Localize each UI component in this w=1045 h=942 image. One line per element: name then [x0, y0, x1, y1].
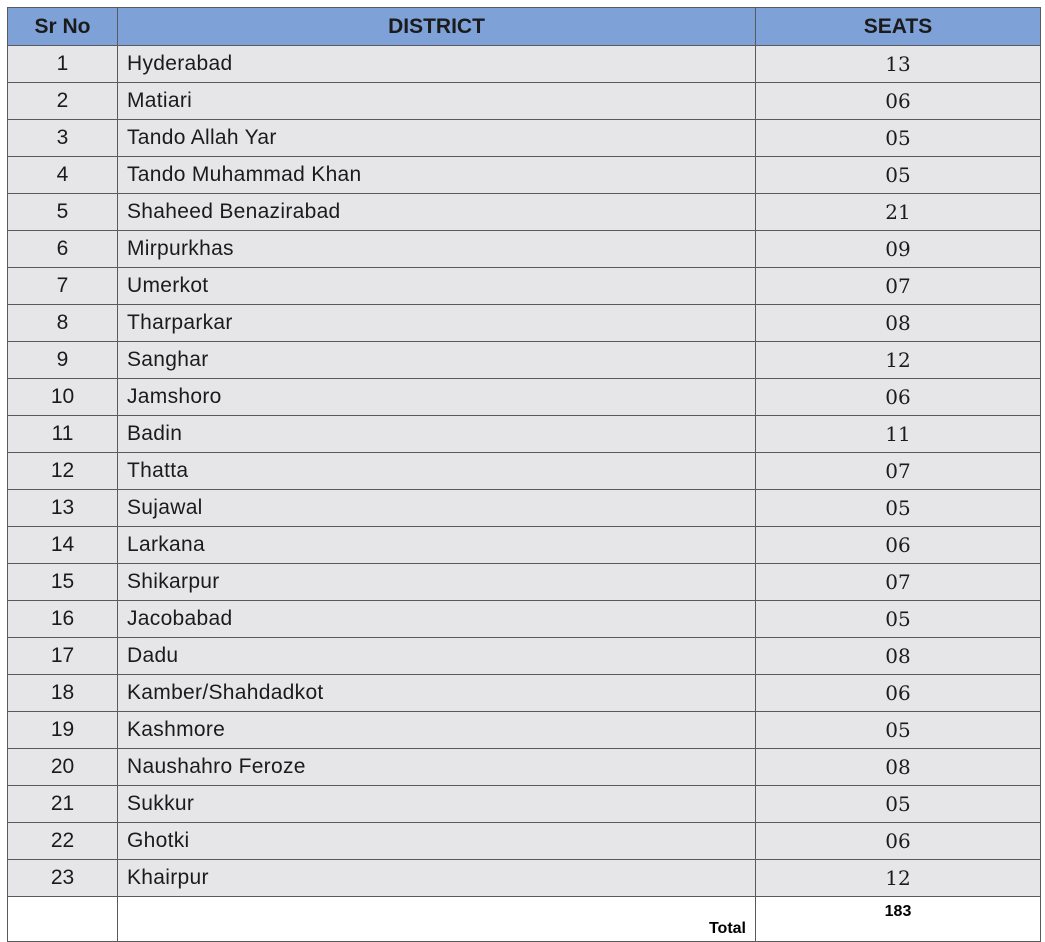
seats-cell: 08	[756, 638, 1041, 675]
table-row	[8, 342, 1041, 379]
district-cell: Sujawal	[118, 490, 756, 527]
table-row	[8, 453, 1041, 490]
sr-cell: 13	[8, 490, 118, 527]
district-cell: Hyderabad	[118, 46, 756, 83]
table-row	[8, 305, 1041, 342]
header-row	[8, 8, 1041, 46]
seats-cell: 06	[756, 675, 1041, 712]
district-cell: Kashmore	[118, 712, 756, 749]
sr-cell: 23	[8, 860, 118, 897]
sr-cell: 5	[8, 194, 118, 231]
sr-cell: 12	[8, 453, 118, 490]
sr-cell: 20	[8, 749, 118, 786]
table-row	[8, 120, 1041, 157]
district-cell: Shikarpur	[118, 564, 756, 601]
seats-cell: 12	[756, 860, 1041, 897]
seats-cell: 05	[756, 490, 1041, 527]
seats-cell: 07	[756, 564, 1041, 601]
sr-cell: 4	[8, 157, 118, 194]
sr-cell: 7	[8, 268, 118, 305]
seats-cell: 05	[756, 157, 1041, 194]
total-value: 183	[756, 897, 1041, 942]
seats-cell: 06	[756, 823, 1041, 860]
table-row	[8, 712, 1041, 749]
seats-cell: 07	[756, 453, 1041, 490]
table-row	[8, 860, 1041, 897]
district-cell: Matiari	[118, 83, 756, 120]
seats-cell: 06	[756, 83, 1041, 120]
district-seats-table	[7, 7, 1041, 942]
seats-cell: 13	[756, 46, 1041, 83]
district-cell: Tando Muhammad Khan	[118, 157, 756, 194]
sr-cell: 11	[8, 416, 118, 453]
sr-cell: 22	[8, 823, 118, 860]
district-cell: Umerkot	[118, 268, 756, 305]
seats-cell: 11	[756, 416, 1041, 453]
seats-cell: 06	[756, 527, 1041, 564]
district-cell: Ghotki	[118, 823, 756, 860]
seats-cell: 12	[756, 342, 1041, 379]
table-row	[8, 601, 1041, 638]
seats-cell: 05	[756, 712, 1041, 749]
table-row	[8, 490, 1041, 527]
district-cell: Thatta	[118, 453, 756, 490]
table-row	[8, 786, 1041, 823]
table-row	[8, 83, 1041, 120]
seats-cell: 08	[756, 305, 1041, 342]
sr-cell: 17	[8, 638, 118, 675]
table-row	[8, 527, 1041, 564]
district-cell: Khairpur	[118, 860, 756, 897]
total-row	[8, 897, 1041, 942]
sr-cell: 10	[8, 379, 118, 416]
sr-cell: 6	[8, 231, 118, 268]
table-row	[8, 675, 1041, 712]
table-row	[8, 46, 1041, 83]
district-cell: Mirpurkhas	[118, 231, 756, 268]
sr-cell: 19	[8, 712, 118, 749]
district-cell: Sanghar	[118, 342, 756, 379]
seats-cell: 21	[756, 194, 1041, 231]
district-cell: Badin	[118, 416, 756, 453]
table-row	[8, 379, 1041, 416]
sr-cell: 14	[8, 527, 118, 564]
district-cell: Jacobabad	[118, 601, 756, 638]
header-sr-no: Sr No	[8, 8, 118, 46]
table-header	[8, 8, 1041, 46]
seats-cell: 05	[756, 601, 1041, 638]
table-row	[8, 638, 1041, 675]
table-row	[8, 416, 1041, 453]
table-footer	[8, 897, 1041, 942]
table-body	[8, 46, 1041, 897]
table-row	[8, 823, 1041, 860]
sr-cell: 9	[8, 342, 118, 379]
table-row	[8, 157, 1041, 194]
sr-cell: 2	[8, 83, 118, 120]
header-district: DISTRICT	[118, 8, 756, 46]
table-row	[8, 194, 1041, 231]
seats-cell: 08	[756, 749, 1041, 786]
seats-cell: 05	[756, 120, 1041, 157]
seats-cell: 07	[756, 268, 1041, 305]
sr-cell: 16	[8, 601, 118, 638]
total-label: Total	[118, 897, 756, 942]
sr-cell: 3	[8, 120, 118, 157]
district-cell: Dadu	[118, 638, 756, 675]
sr-cell: 21	[8, 786, 118, 823]
sr-cell: 15	[8, 564, 118, 601]
sr-cell: 8	[8, 305, 118, 342]
table-row	[8, 268, 1041, 305]
district-cell: Tando Allah Yar	[118, 120, 756, 157]
district-cell: Tharparkar	[118, 305, 756, 342]
total-empty-cell	[8, 897, 118, 942]
table-row	[8, 231, 1041, 268]
district-cell: Kamber/Shahdadkot	[118, 675, 756, 712]
district-cell: Jamshoro	[118, 379, 756, 416]
seats-cell: 05	[756, 786, 1041, 823]
seats-cell: 06	[756, 379, 1041, 416]
table-row	[8, 749, 1041, 786]
district-cell: Sukkur	[118, 786, 756, 823]
seats-cell: 09	[756, 231, 1041, 268]
district-cell: Larkana	[118, 527, 756, 564]
header-seats: SEATS	[756, 8, 1041, 46]
sr-cell: 1	[8, 46, 118, 83]
district-cell: Shaheed Benazirabad	[118, 194, 756, 231]
district-cell: Naushahro Feroze	[118, 749, 756, 786]
table-row	[8, 564, 1041, 601]
sr-cell: 18	[8, 675, 118, 712]
